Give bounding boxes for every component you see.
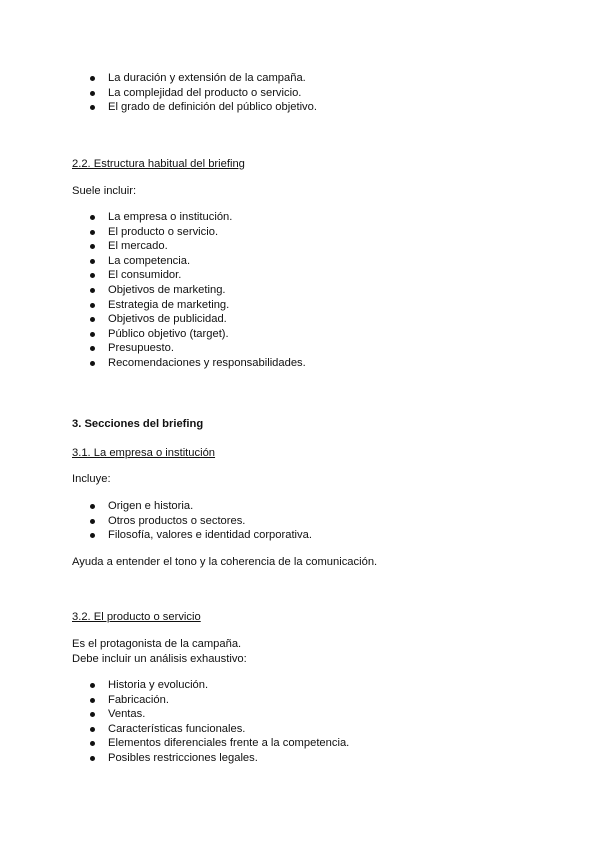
list-item: Historia y evolución. [72,678,349,693]
section-3-2-heading: 3.2. El producto o servicio [72,611,201,623]
list-item: Características funcionales. [72,722,349,737]
list-item: El grado de definición del público objetivo. [72,100,317,115]
list-item: Fabricación. [72,693,349,708]
list-item: Origen e historia. [72,499,312,514]
list-item: La duración y extensión de la campaña. [72,71,317,86]
section-3-2-line-2: Debe incluir un análisis exhaustivo: [72,653,247,665]
section-3-1-heading: 3.1. La empresa o institución [72,447,216,459]
section-3-1-intro: Incluye: [72,473,111,485]
list-item: El consumidor. [72,268,306,283]
list-item: Otros productos o sectores. [72,514,312,529]
section-2-2-intro: Suele incluir: [72,185,137,197]
list-item: La complejidad del producto o servicio. [72,86,317,101]
list-item: La competencia. [72,254,306,269]
campaign-factors-list [72,71,317,115]
list-item: Elementos diferenciales frente a la competencia. [72,736,349,751]
list-item: Presupuesto. [72,341,306,356]
list-item: La empresa o institución. [72,210,306,225]
list-item: Posibles restricciones legales. [72,751,349,766]
list-item: Recomendaciones y responsabilidades. [72,356,306,371]
section-3-heading: 3. Secciones del briefing [72,418,204,430]
list-item: Ventas. [72,707,349,722]
list-item: El mercado. [72,239,306,254]
briefing-structure-list [72,210,306,371]
list-item: Objetivos de marketing. [72,283,306,298]
list-item: Filosofía, valores e identidad corporativa. [72,528,312,543]
product-analysis-list [72,678,349,766]
list-item: El producto o servicio. [72,225,306,240]
list-item: Público objetivo (target). [72,327,306,342]
section-2-2-heading: 2.2. Estructura habitual del briefing [72,158,245,170]
section-3-1-note: Ayuda a entender el tono y la coherencia de la comunicación. [72,556,378,568]
list-item: Estrategia de marketing. [72,298,306,313]
section-3-2-line-1: Es el protagonista de la campaña. [72,638,242,650]
company-info-list [72,499,312,543]
list-item: Objetivos de publicidad. [72,312,306,327]
